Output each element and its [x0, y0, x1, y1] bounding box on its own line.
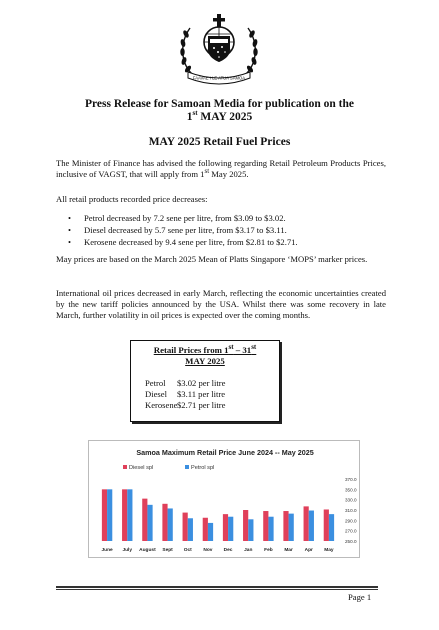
- press-release-title: Press Release for Samoan Media for publication on the: [85, 98, 354, 110]
- intro-paragraph: The Minister of Finance has advised the following regarding Retail Petroleum Products Prices, inclusive of VAGST, that will apply from 1st May 2025.: [56, 158, 386, 179]
- x-tick-label: Mar: [284, 548, 293, 553]
- bar-diesel-spl: [283, 511, 288, 541]
- bar-diesel-spl: [324, 509, 329, 541]
- y-tick-label: 270.0: [345, 528, 357, 534]
- page-number: Page 1: [348, 592, 372, 602]
- bar-petrol-spl: [289, 514, 294, 541]
- footer-rule: [56, 586, 378, 588]
- bar-petrol-spl: [329, 514, 334, 541]
- chart-legend: [123, 465, 214, 471]
- bar-petrol-spl: [127, 489, 132, 541]
- list-item: • Kerosene decreased by 9.4 sene per litre, from $2.81 to $2.71.: [68, 237, 298, 247]
- fuel-name: Petrol: [145, 378, 166, 388]
- fuel-price: $3.02 per litre: [177, 378, 226, 388]
- bar-diesel-spl: [223, 514, 228, 541]
- press-release-subtitle: MAY 2025 Retail Fuel Prices: [148, 136, 291, 148]
- bar-petrol-spl: [208, 523, 213, 541]
- y-tick-label: 250.0: [345, 539, 357, 544]
- price-row-kerosene: [145, 400, 225, 411]
- press-release-date: 1st MAY 2025: [186, 109, 253, 123]
- bar-diesel-spl: [203, 518, 208, 541]
- emblem-motto: FAAVAE I LE ATUA SAMOA: [192, 75, 246, 81]
- fuel-price: $2.71 per litre: [177, 400, 226, 410]
- y-tick-label: 350.0: [345, 487, 357, 493]
- legend-label: Diesel spl: [129, 465, 154, 471]
- bar-diesel-spl: [102, 489, 107, 541]
- price-row-petrol: [145, 378, 225, 389]
- bar-petrol-spl: [168, 508, 173, 541]
- bar-petrol-spl: [248, 519, 253, 541]
- fuel-name: Diesel: [145, 389, 167, 399]
- decrease-intro-paragraph: All retail products recorded price decreases:: [56, 194, 208, 204]
- y-tick-label: 370.0: [345, 477, 357, 482]
- fuel-price: $3.11 per litre: [177, 389, 226, 399]
- bar-petrol-spl: [228, 517, 233, 541]
- x-tick-label: Feb: [264, 548, 273, 553]
- x-tick-label: Apr: [304, 548, 313, 553]
- x-tick-label: Nov: [203, 548, 213, 553]
- bar-petrol-spl: [107, 489, 112, 541]
- x-tick-label: June: [101, 548, 113, 553]
- samoa-coat-of-arms-emblem: [174, 12, 264, 88]
- bar-diesel-spl: [162, 504, 167, 541]
- chart-title: Samoa Maximum Retail Price June 2024 -- May 2025: [136, 448, 314, 457]
- retail-price-chart: [88, 440, 360, 558]
- retail-prices-heading: Retail Prices from 1st – 31st: [153, 343, 257, 355]
- x-tick-label: August: [139, 548, 156, 553]
- bar-diesel-spl: [142, 499, 147, 541]
- x-tick-label: May: [324, 548, 334, 553]
- y-tick-label: 290.0: [345, 518, 357, 524]
- y-tick-label: 310.0: [345, 508, 357, 513]
- price-row-diesel: [145, 389, 225, 400]
- x-tick-label: Oct: [183, 548, 192, 553]
- list-item: • Petrol decreased by 7.2 sene per litre, from $3.09 to $3.02.: [68, 213, 286, 223]
- mops-paragraph: May prices are based on the March 2025 Mean of Platts Singapore ‘MOPS’ marker prices.: [56, 254, 368, 264]
- bar-diesel-spl: [183, 513, 188, 541]
- y-tick-label: 330.0: [345, 497, 357, 503]
- chart-marks: [101, 477, 356, 553]
- bar-diesel-spl: [122, 489, 127, 541]
- retail-prices-box: [130, 340, 280, 422]
- legend-swatch: [185, 465, 189, 469]
- x-tick-label: Sept: [162, 548, 173, 553]
- legend-swatch: [123, 465, 127, 469]
- bar-petrol-spl: [268, 517, 273, 541]
- oil-prices-paragraph: International oil prices decreased in early March, reflecting the economic uncertainties created by the new tariff policies announced by the USA. Whilst there was some recovery in late March, further volatility in oil prices is expected over the coming months.: [56, 288, 386, 320]
- x-tick-label: Dec: [223, 548, 233, 553]
- chart-canvas: [89, 441, 361, 559]
- bar-petrol-spl: [147, 505, 152, 541]
- bar-diesel-spl: [243, 510, 248, 541]
- legend-label: Petrol spl: [191, 465, 215, 471]
- fuel-name: Kerosene: [145, 400, 178, 410]
- price-change-list: [68, 212, 298, 248]
- retail-prices-month: MAY 2025: [185, 356, 225, 366]
- bar-diesel-spl: [263, 511, 268, 541]
- bar-petrol-spl: [309, 511, 314, 541]
- footer-rule: [56, 589, 378, 590]
- list-item: • Diesel decreased by 5.7 sene per litre, from $3.17 to $3.11.: [68, 225, 287, 235]
- bar-diesel-spl: [304, 506, 309, 541]
- x-tick-label: July: [122, 548, 133, 553]
- x-tick-label: Jan: [244, 548, 253, 553]
- bar-petrol-spl: [188, 518, 193, 541]
